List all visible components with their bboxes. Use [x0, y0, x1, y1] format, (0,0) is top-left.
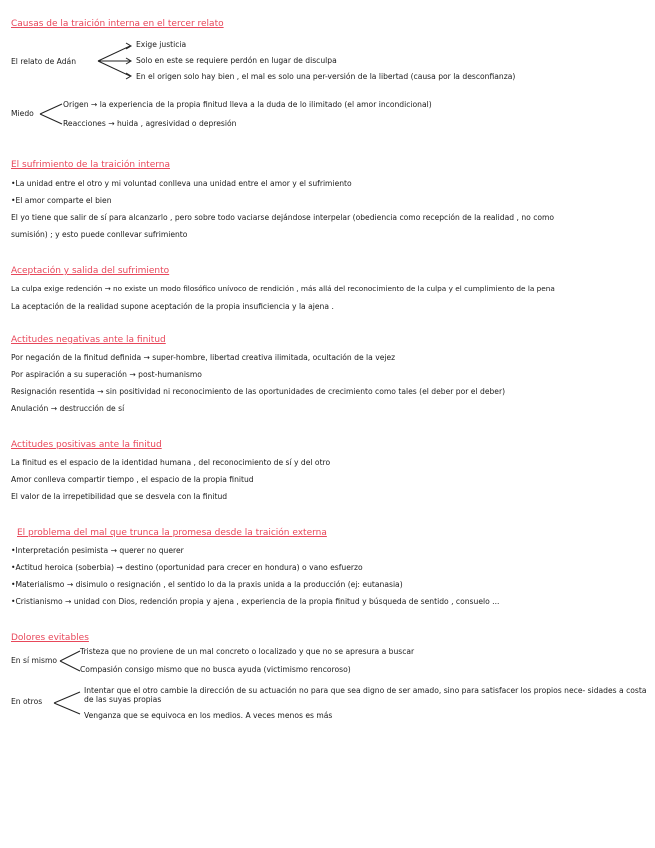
- negativas-line-1: Por negación de la finitud definida → super-hombre, libertad creativa ilimitada, ocultación de la vejez: [11, 353, 396, 362]
- section-title-sufrimiento: El sufrimiento de la traición interna: [11, 160, 170, 170]
- adan-item-2: Solo en este se requiere perdón en lugar de disculpa: [136, 56, 337, 65]
- branch-arrows-icon: [52, 686, 84, 720]
- positivas-line-2: Amor conlleva compartir tiempo , el espacio de la propia finitud: [11, 475, 254, 484]
- section-title-causas: Causas de la traición interna en el tercer relato: [11, 19, 224, 29]
- sufrimiento-line-1: •La unidad entre el otro y mi voluntad conlleva una unidad entre el amor y el sufrimiento: [11, 179, 352, 188]
- problema-line-3: •Materialismo → disimulo o resignación , el sentido lo da la praxis unida a la producción (ej: eutanasia): [11, 580, 403, 589]
- adan-item-1: Exige justicia: [136, 40, 187, 49]
- aceptacion-line-1: La culpa exige redención → no existe un modo filosófico unívoco de rendición , más allá del reconocimiento de la culpa y el cumplimiento de la pena: [11, 284, 555, 293]
- otros-item-2: Venganza que se equivoca en los medios. A veces menos es más: [84, 711, 333, 720]
- positivas-line-1: La finitud es el espacio de la identidad humana , del reconocimiento de sí y del otro: [11, 458, 331, 467]
- otros-item-1: Intentar que el otro cambie la dirección de su actuación no para que sea digno de ser amado, sino para satisfacer los propios nece- sidades a costa de las suyas propias: [84, 686, 647, 704]
- section-title-dolores: Dolores evitables: [11, 633, 89, 643]
- en-otros-label: En otros: [11, 697, 43, 706]
- negativas-line-3: Resignación resentida → sin positividad ni reconocimiento de las oportunidades de crecimiento como tales (el deber por el deber): [11, 387, 506, 396]
- miedo-label: Miedo: [11, 109, 34, 118]
- section-title-problema-mal: El problema del mal que trunca la promesa desde la traición externa: [17, 528, 327, 538]
- sufrimiento-line-4: sumisión) ; y esto puede conllevar sufrimiento: [11, 230, 188, 239]
- positivas-line-3: El valor de la irrepetibilidad que se desvela con la finitud: [11, 492, 228, 501]
- adan-item-3: En el origen solo hay bien , el mal es solo una per-versión de la libertad (causa por la desconfianza): [136, 72, 516, 81]
- branch-arrows-icon: [96, 42, 136, 80]
- problema-line-2: •Actitud heroica (soberbia) → destino (oportunidad para crecer en hondura) o vano esfuerzo: [11, 563, 363, 572]
- sufrimiento-line-2: •El amor comparte el bien: [11, 196, 112, 205]
- miedo-item-2: Reacciones → huida , agresividad o depresión: [63, 119, 237, 128]
- section-title-negativas: Actitudes negativas ante la finitud: [11, 335, 166, 345]
- en-si-mismo-label: En sí mismo: [11, 656, 58, 665]
- mismo-item-1: Tristeza que no proviene de un mal concreto o localizado y que no se apresura a buscar: [80, 647, 415, 656]
- problema-line-4: •Cristianismo → unidad con Dios, redención propia y ajena , experiencia de la propia finitud y búsqueda de sentido , consuelo ...: [11, 597, 500, 606]
- sufrimiento-line-3: El yo tiene que salir de sí para alcanzarlo , pero sobre todo vaciarse dejándose interpelar (obediencia como recepción de la realidad , no como: [11, 213, 555, 222]
- section-title-aceptacion: Aceptación y salida del sufrimiento: [11, 266, 170, 276]
- negativas-line-4: Anulación → destrucción de sí: [11, 404, 125, 413]
- mismo-item-2: Compasión consigo mismo que no busca ayuda (victimismo rencoroso): [80, 665, 351, 674]
- aceptacion-line-2: La aceptación de la realidad supone aceptación de la propia insuficiencia y la ajena .: [11, 302, 334, 311]
- adan-label: El relato de Adán: [11, 57, 77, 66]
- problema-line-1: •Interpretación pesimista → querer no querer: [11, 546, 184, 555]
- miedo-item-1: Origen → la experiencia de la propia finitud lleva a la duda de lo ilimitado (el amor incondicional): [63, 100, 432, 109]
- section-title-positivas: Actitudes positivas ante la finitud: [11, 440, 162, 450]
- branch-arrows-icon: [38, 100, 66, 128]
- negativas-line-2: Por aspiración a su superación → post-humanismo: [11, 370, 202, 379]
